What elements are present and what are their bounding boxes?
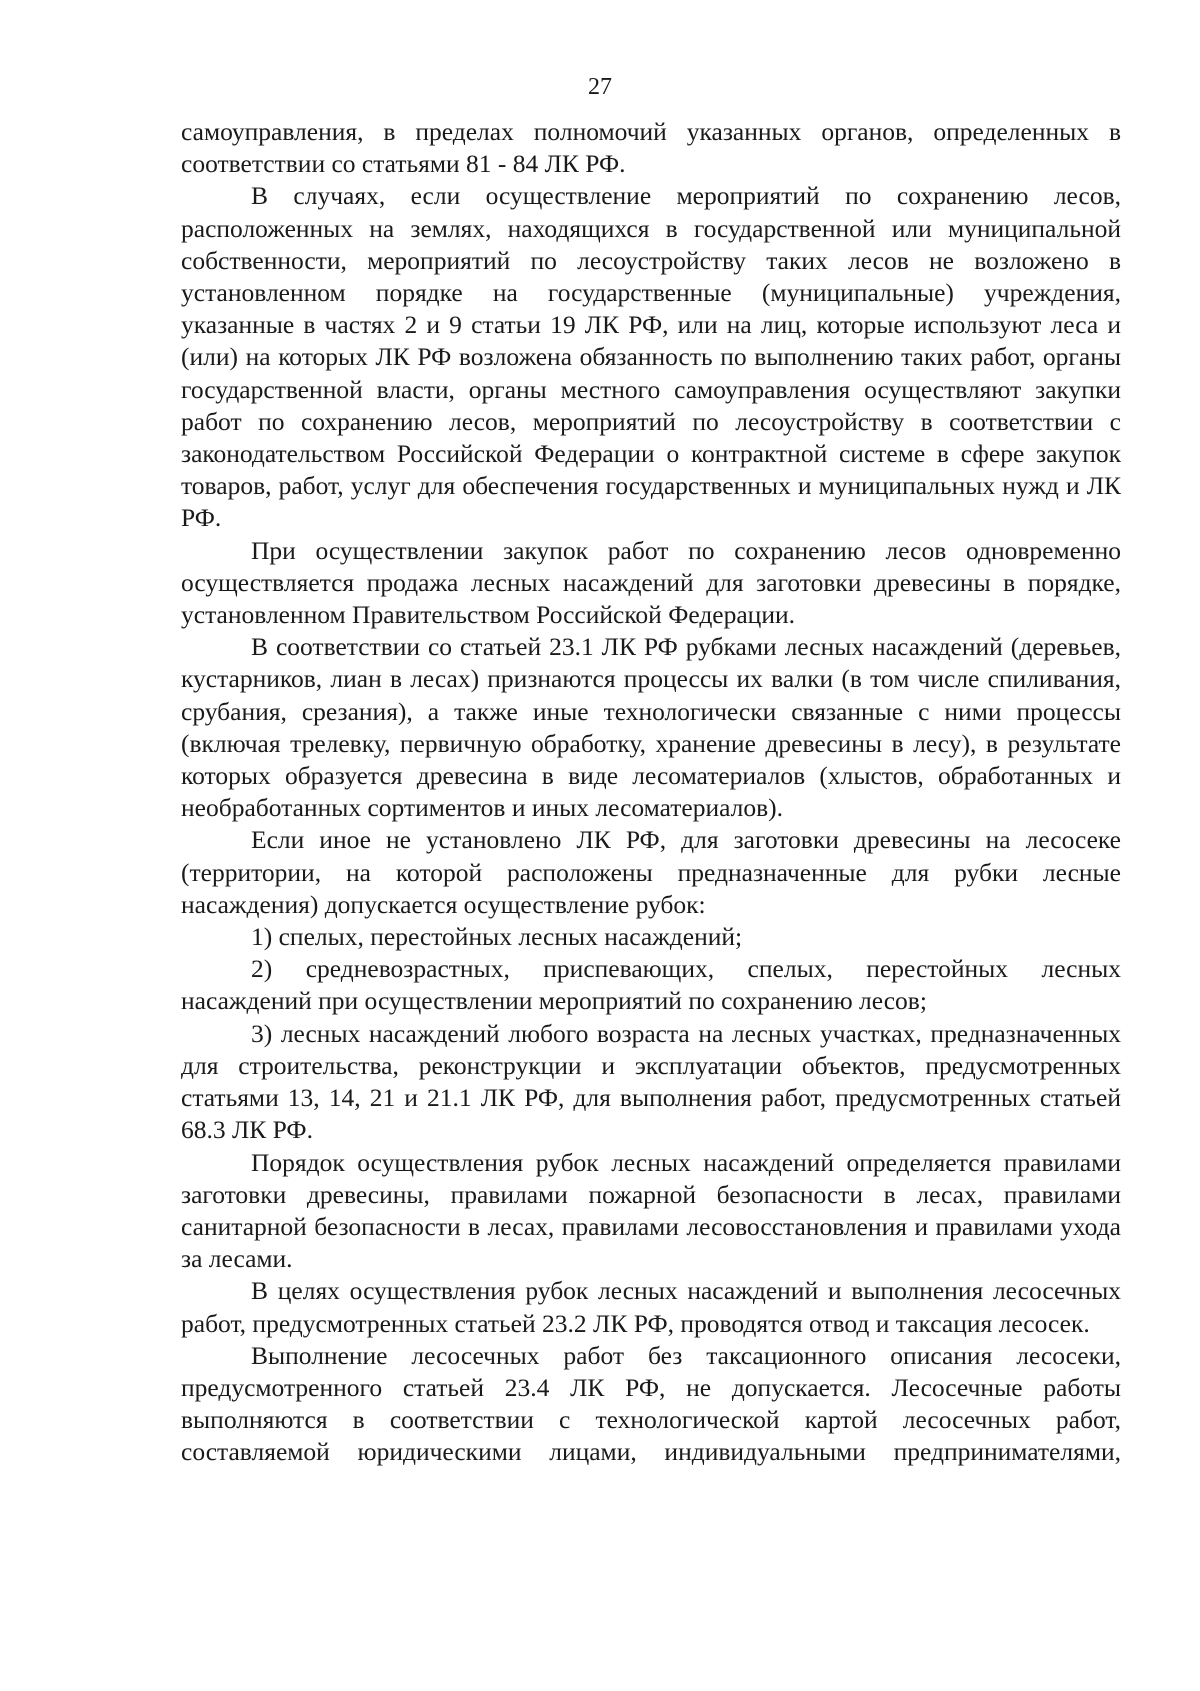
paragraph-allotment-taxation: В целях осуществления рубок лесных насаждений и выполнения лесосечных работ, предусмотренных статьей 23.2 ЛК РФ, проводятся отвод и таксация лесосек. bbox=[181, 1276, 1121, 1338]
paragraph-logging-definition: В соответствии со статьей 23.1 ЛК РФ рубками лесных насаждений (деревьев, кустарников, лиан в лесах) признаются процессы их валки (в том числе спиливания, срубания, срезания), а также иные технологически связанные с ними процессы (включая трелевку, первичную обработку, хранение древесины в лесу), в результате которых образуется древесина в виде лесоматериалов (хлыстов, обработанных и необработанных сортиментов и иных лесоматериалов). bbox=[181, 632, 1121, 823]
page-number: 27 bbox=[588, 74, 612, 100]
list-item-3: 3) лесных насаждений любого возраста на лесных участках, предназначенных для строительства, реконструкции и эксплуатации объектов, предусмотренных статьями 13, 14, 21 и 21.1 ЛК РФ, для выполнения работ, предусмотренных статьей 68.3 ЛК РФ. bbox=[181, 1018, 1121, 1145]
document-body bbox=[181, 116, 1121, 1469]
paragraph-continuation: самоуправления, в пределах полномочий указанных органов, определенных в соответствии со статьями 81 - 84 ЛК РФ. bbox=[181, 117, 1121, 179]
paragraph-allowed-logging: Если иное не установлено ЛК РФ, для заготовки древесины на лесосеке (территории, на которой расположены предназначенные для рубки лесные насаждения) допускается осуществление рубок: bbox=[181, 825, 1121, 919]
paragraph-procurement-cases: В случаях, если осуществление мероприятий по сохранению лесов, расположенных на землях, находящихся в государственной или муниципальной собственности, мероприятий по лесоустройству таких лесов не возложено в установленном порядке на государственные (муниципальные) учреждения, указанные в частях 2 и 9 статьи 19 ЛК РФ, или на лиц, которые используют леса и (или) на которых ЛК РФ возложена обязанность по выполнению таких работ, органы государственной власти, органы местного самоуправления осуществляют закупки работ по сохранению лесов, мероприятий по лесоустройству в соответствии с законодательством Российской Федерации о контрактной системе в сфере закупок товаров, работ, услуг для обеспечения государственных и муниципальных нужд и ЛК РФ. bbox=[181, 181, 1121, 533]
list-item-1: 1) спелых, перестойных лесных насаждений; bbox=[251, 922, 743, 952]
paragraph-logging-rules: Порядок осуществления рубок лесных насаждений определяется правилами заготовки древесины, правилами пожарной безопасности в лесах, правилами санитарной безопасности в лесах, правилами лесовосстановления и правилами ухода за лесами. bbox=[181, 1147, 1121, 1274]
paragraph-taxation-description: Выполнение лесосечных работ без таксационного описания лесосеки, предусмотренного статьей 23.4 ЛК РФ, не допускается. Лесосечные работы выполняются в соответствии с технологической картой лесосечных работ, составляемой юридическими лицами, индивидуальными предпринимателями, bbox=[181, 1340, 1121, 1467]
paragraph-timber-sale: При осуществлении закупок работ по сохранению лесов одновременно осуществляется продажа лесных насаждений для заготовки древесины в порядке, установленном Правительством Российской Федерации. bbox=[181, 535, 1121, 630]
list-item-2: 2) средневозрастных, приспевающих, спелых, перестойных лесных насаждений при осуществлении мероприятий по сохранению лесов; bbox=[181, 954, 1121, 1016]
